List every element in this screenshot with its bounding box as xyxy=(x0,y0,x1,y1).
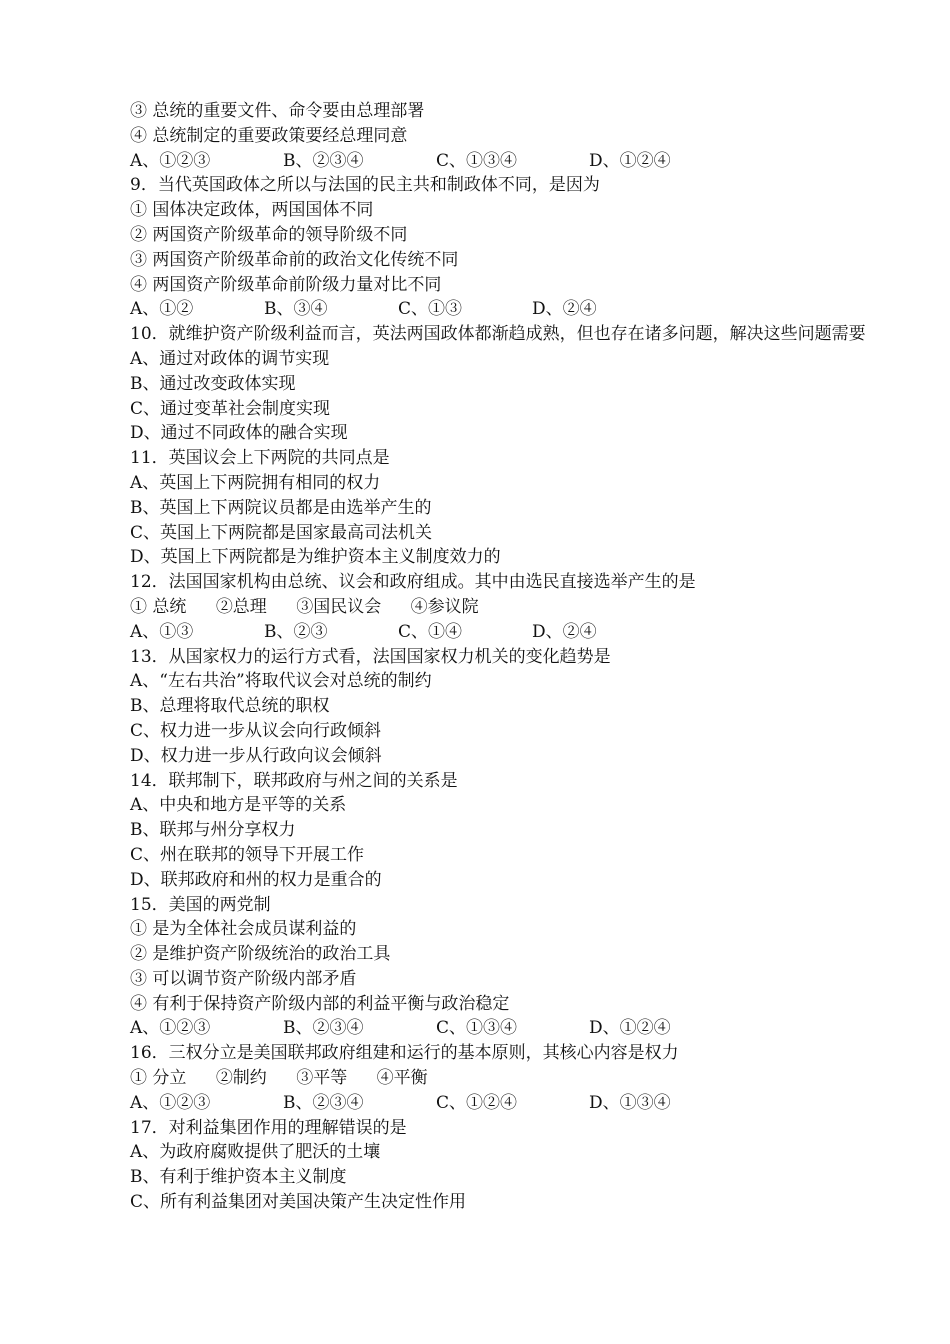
option-d: D、①②④ xyxy=(589,150,671,171)
option-d: D、②④ xyxy=(532,299,597,320)
q11-option-b: B、英国上下两院议员都是由选举产生的 xyxy=(130,497,432,518)
q12-item-3: ③国民议会 xyxy=(296,596,382,617)
q15-item-1: ① 是为全体社会成员谋利益的 xyxy=(130,919,357,940)
option-b: B、③④ xyxy=(264,299,328,320)
q15-item-2: ② 是维护资产阶级统治的政治工具 xyxy=(130,944,391,965)
q9-item-1: ① 国体决定政体，两国国体不同 xyxy=(130,200,374,221)
option-c: C、①③ xyxy=(398,299,463,320)
q9-options xyxy=(92,297,872,322)
option-a: A、①②③ xyxy=(130,1018,211,1039)
q12-item-1: ① 总统 xyxy=(130,596,187,617)
q12-items xyxy=(92,595,872,620)
option-c: C、①③④ xyxy=(436,150,518,171)
statement-3: ③ 总统的重要文件、命令要由总理部署 xyxy=(130,101,425,121)
q10-option-d: D、通过不同政体的融合实现 xyxy=(130,423,348,444)
option-b: B、②③④ xyxy=(283,150,364,171)
q11-option-a: A、英国上下两院拥有相同的权力 xyxy=(130,472,381,493)
q14-option-d: D、联邦政府和州的权力是重合的 xyxy=(130,869,382,890)
q14-stem: 14．联邦制下，联邦政府与州之间的关系是 xyxy=(130,770,458,791)
q13-stem: 13．从国家权力的运行方式看，法国国家权力机关的变化趋势是 xyxy=(130,646,611,667)
q11-option-c: C、英国上下两院都是国家最高司法机关 xyxy=(130,522,433,543)
option-d: D、①③④ xyxy=(589,1092,671,1113)
q10-option-c: C、通过变革社会制度实现 xyxy=(130,398,331,419)
q16-stem: 16．三权分立是美国联邦政府组建和运行的基本原则，其核心内容是权力 xyxy=(130,1043,679,1064)
q11-option-d: D、英国上下两院都是为维护资本主义制度效力的 xyxy=(130,547,501,568)
option-d: D、①②④ xyxy=(589,1018,671,1039)
q13-option-c: C、权力进一步从议会向行政倾斜 xyxy=(130,720,382,741)
option-b: B、②③④ xyxy=(283,1092,364,1113)
q12-stem: 12．法国国家机构由总统、议会和政府组成。其中由选民直接选举产生的是 xyxy=(130,572,696,593)
q17-option-a: A、为政府腐败提供了肥沃的土壤 xyxy=(130,1142,381,1163)
option-a: A、①③ xyxy=(130,621,194,642)
q16-item-2: ②制约 xyxy=(215,1068,267,1089)
q17-option-b: B、有利于维护资本主义制度 xyxy=(130,1167,347,1188)
q12-item-4: ④参议院 xyxy=(410,596,479,617)
q16-item-1: ① 分立 xyxy=(130,1068,187,1089)
q17-stem: 17．对利益集团作用的理解错误的是 xyxy=(130,1117,407,1138)
option-a: A、①②③ xyxy=(130,1092,211,1113)
q9-item-2: ② 两国资产阶级革命的领导阶级不同 xyxy=(130,224,408,245)
q10-option-b: B、通过改变政体实现 xyxy=(130,373,296,394)
option-c: C、①③④ xyxy=(436,1018,518,1039)
q15-item-4: ④ 有利于保持资产阶级内部的利益平衡与政治稳定 xyxy=(130,993,510,1014)
q15-stem: 15．美国的两党制 xyxy=(130,894,271,915)
q15-options xyxy=(92,1016,872,1041)
q9-item-4: ④ 两国资产阶级革命前阶级力量对比不同 xyxy=(130,274,442,295)
q15-item-3: ③ 可以调节资产阶级内部矛盾 xyxy=(130,968,357,989)
q10-stem: 10．就维护资产阶级利益而言，英法两国政体都渐趋成熟，但也存在诸多问题，解决这些问题需要 xyxy=(130,324,866,345)
option-a: A、①②③ xyxy=(130,150,211,171)
option-b: B、②③ xyxy=(264,621,328,642)
q11-stem: 11．英国议会上下两院的共同点是 xyxy=(130,448,390,469)
question-list xyxy=(92,99,872,1215)
q9-item-3: ③ 两国资产阶级革命前的政治文化传统不同 xyxy=(130,249,459,270)
q14-option-b: B、联邦与州分享权力 xyxy=(130,820,296,841)
q9-stem: 9．当代英国政体之所以与法国的民主共和制政体不同，是因为 xyxy=(130,175,600,196)
q12-item-2: ②总理 xyxy=(215,596,267,617)
q16-options xyxy=(92,1091,872,1116)
q13-option-b: B、总理将取代总统的职权 xyxy=(130,696,330,717)
option-c: C、①②④ xyxy=(436,1092,518,1113)
q16-item-3: ③平等 xyxy=(296,1068,348,1089)
option-d: D、②④ xyxy=(532,621,597,642)
q13-option-a: A、“左右共治”将取代议会对总统的制约 xyxy=(130,671,432,692)
q16-items xyxy=(92,1066,872,1091)
option-a: A、①② xyxy=(130,299,194,320)
q13-option-d: D、权力进一步从行政向议会倾斜 xyxy=(130,745,382,766)
option-b: B、②③④ xyxy=(283,1018,364,1039)
q14-option-a: A、中央和地方是平等的关系 xyxy=(130,795,347,816)
q10-option-a: A、通过对政体的调节实现 xyxy=(130,348,330,369)
statement-4: ④ 总统制定的重要政策要经总理同意 xyxy=(130,125,408,146)
q16-item-4: ④平衡 xyxy=(376,1068,428,1089)
q12-options xyxy=(92,620,872,645)
option-c: C、①④ xyxy=(398,621,463,642)
q14-option-c: C、州在联邦的领导下开展工作 xyxy=(130,844,365,865)
q17-option-c: C、所有利益集团对美国决策产生决定性作用 xyxy=(130,1192,467,1213)
q8-options xyxy=(92,149,872,174)
